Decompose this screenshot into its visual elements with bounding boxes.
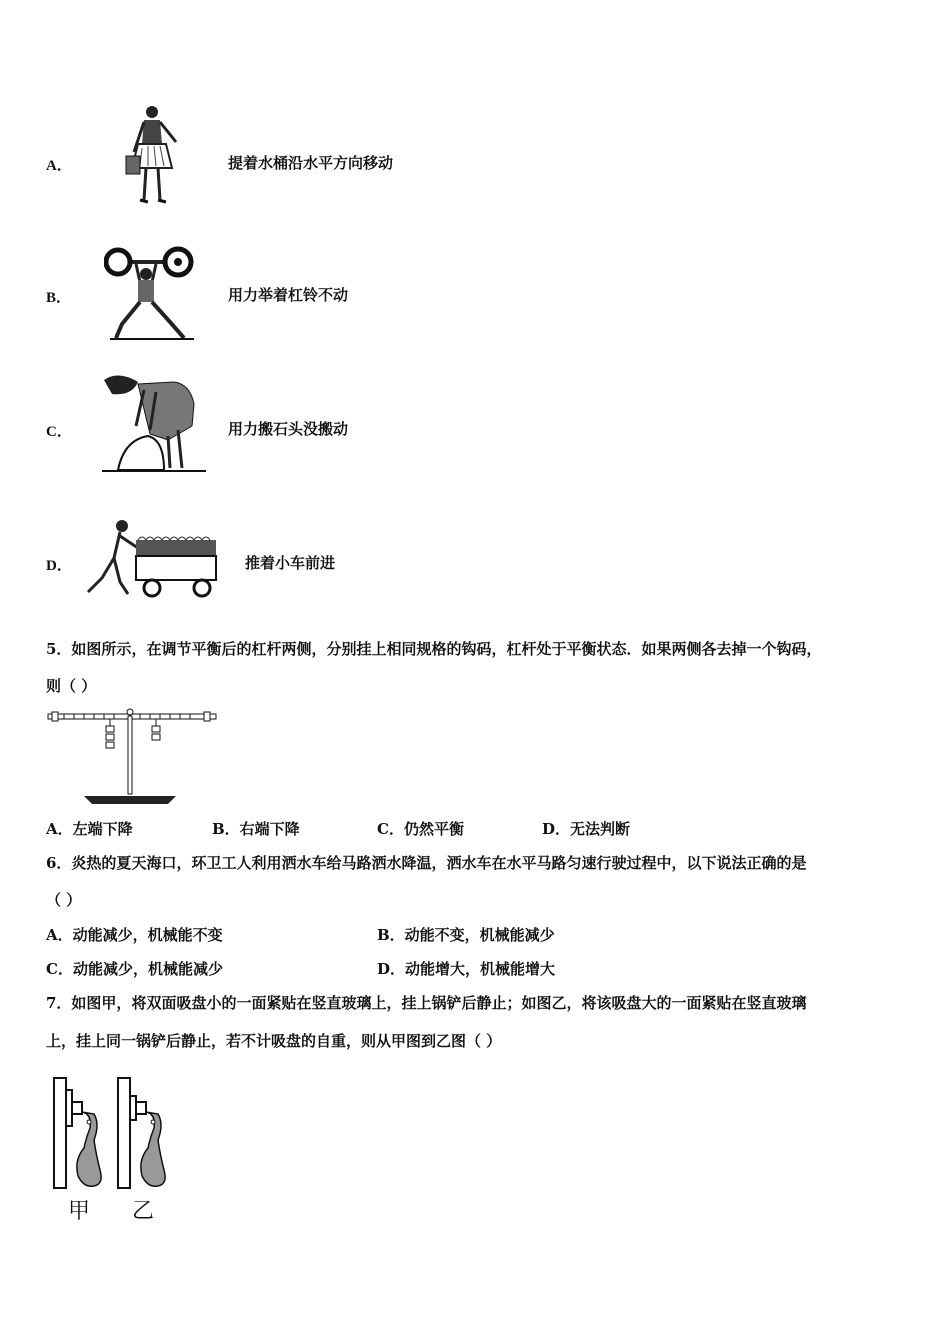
option-a[interactable]	[46, 150, 446, 210]
q6-choice-c[interactable]: C．动能减少，机械能减少	[46, 960, 223, 978]
q5-choice-a[interactable]: A．左端下降	[46, 820, 133, 838]
option-c-text: 用力搬石头没搬动	[228, 420, 349, 438]
option-a-text: 提着水桶沿水平方向移动	[228, 154, 394, 172]
option-b-letter: B．	[46, 290, 72, 306]
q7-stem-line2: 上，挂上同一锅铲后静止，若不计吸盘的自重，则从甲图到乙图（ ）	[46, 1032, 502, 1050]
lever-diagram-icon	[44, 704, 220, 806]
option-b[interactable]	[46, 282, 446, 342]
q6-choice-a[interactable]: A．动能减少，机械能不变	[46, 926, 223, 944]
option-d-letter: D．	[46, 558, 72, 574]
woman-carrying-bucket-icon	[114, 102, 194, 210]
person-lifting-stone-icon	[98, 370, 210, 478]
option-d[interactable]	[46, 550, 446, 610]
label-jia: 甲	[68, 1199, 91, 1224]
q7-stem-line1: 7．如图甲，将双面吸盘小的一面紧贴在竖直玻璃上，挂上锅铲后静止；如图乙，将该吸盘大的一面紧贴在竖直玻璃	[46, 994, 807, 1012]
option-c[interactable]	[46, 416, 446, 476]
option-c-letter: C．	[46, 424, 72, 440]
label-yi: 乙	[132, 1199, 155, 1224]
suction-cup-yi-icon	[114, 1076, 170, 1192]
option-d-text: 推着小车前进	[245, 554, 336, 572]
q5-choice-d[interactable]: D．无法判断	[542, 820, 631, 838]
person-pushing-cart-icon	[80, 518, 220, 602]
suction-cup-jia-icon	[50, 1076, 106, 1192]
q5-stem-line1: 5．如图所示，在调节平衡后的杠杆两侧，分别挂上相同规格的钩码，杠杆处于平衡状态．如果两侧各去掉一个钩码，	[46, 640, 822, 658]
q6-stem-line2: （ ）	[46, 891, 82, 909]
q6-choice-d[interactable]: D．动能增大，机械能增大	[377, 960, 556, 978]
option-b-text: 用力举着杠铃不动	[228, 286, 349, 304]
q6-stem-line1: 6．炎热的夏天海口，环卫工人利用洒水车给马路洒水降温，洒水车在水平马路匀速行驶过程中，以下说法正确的是	[46, 854, 807, 872]
q5-stem-line2: 则（ ）	[46, 677, 97, 695]
q5-choice-b[interactable]: B．右端下降	[212, 820, 300, 838]
option-a-letter: A．	[46, 158, 72, 174]
q6-choice-b[interactable]: B．动能不变，机械能减少	[377, 926, 555, 944]
q5-choice-c[interactable]: C．仍然平衡	[377, 820, 464, 838]
weightlifter-icon	[104, 242, 204, 342]
